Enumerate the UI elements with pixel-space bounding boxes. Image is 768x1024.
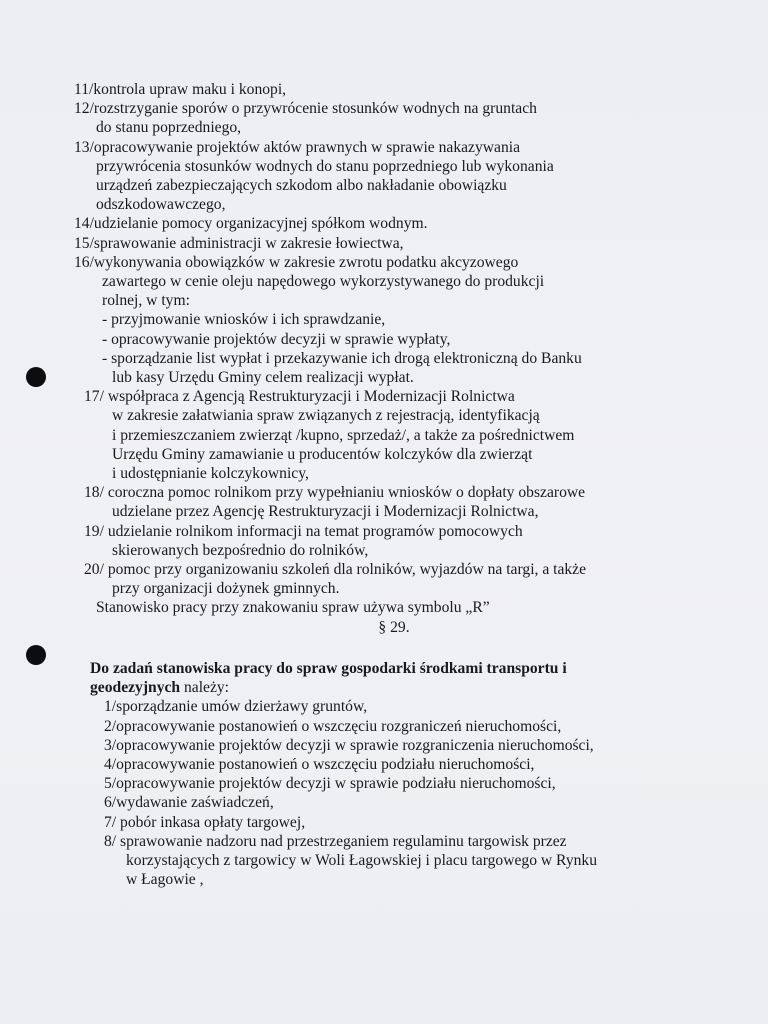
section-heading: Do zadań stanowiska pracy do spraw gospodarki środkami transportu i xyxy=(90,659,567,677)
text-line: 19/ udzielanie rolnikom informacji na temat programów pomocowych xyxy=(84,522,523,540)
text-line: 17/ współpraca z Agencją Restrukturyzacji i Modernizacji Rolnictwa xyxy=(84,388,515,406)
list-item: 5/opracowywanie projektów decyzji w sprawie podziału nieruchomości, xyxy=(104,775,556,793)
text-line: urządzeń zabezpieczających szkodom albo nakładanie obowiązku xyxy=(96,177,507,195)
bullet-line: - sporządzanie list wypłat i przekazywanie ich drogą elektroniczną do Banku xyxy=(102,349,582,367)
text-line: w zakresie załatwiania spraw związanych z rejestracją, identyfikacją xyxy=(112,407,540,425)
list-item: 8/ sprawowanie nadzoru nad przestrzeganiem regulaminu targowisk przez xyxy=(104,832,567,850)
list-item: 3/opracowywanie projektów decyzji w sprawie rozgraniczenia nieruchomości, xyxy=(104,736,594,754)
text-line: 16/wykonywania obowiązków w zakresie zwrotu podatku akcyzowego xyxy=(74,253,519,271)
list-item: 1/sporządzanie umów dzierżawy gruntów, xyxy=(104,698,368,716)
text-line: 12/rozstrzyganie sporów o przywrócenie stosunków wodnych na gruntach xyxy=(74,100,537,118)
section-transport-geodesy xyxy=(74,659,714,889)
heading-rest: należy: xyxy=(180,679,230,697)
text-line: 15/sprawowanie administracji w zakresie łowiectwa, xyxy=(74,234,404,252)
text-line: i przemieszczaniem zwierząt /kupno, sprzedaż/, a także za pośrednictwem xyxy=(112,426,575,444)
text-line: przywrócenia stosunków wodnych do stanu poprzedniego lub wykonania xyxy=(96,157,554,175)
text-line: rolnej, w tym: xyxy=(102,292,190,310)
punch-hole-bottom xyxy=(26,645,46,665)
text-line: skierowanych bezpośrednio do rolników, xyxy=(112,541,369,559)
punch-hole-top xyxy=(26,367,46,387)
list-item: 4/opracowywanie postanowień o wszczęciu podziału nieruchomości, xyxy=(104,755,535,773)
text-line: zawartego w cenie oleju napędowego wykorzystywanego do produkcji xyxy=(102,273,545,291)
text-line: 18/ coroczna pomoc rolnikom przy wypełnianiu wniosków o dopłaty obszarowe xyxy=(84,484,586,502)
text-line: lub kasy Urzędu Gminy celem realizacji wypłat. xyxy=(112,369,414,387)
text-line: 13/opracowywanie projektów aktów prawnych w sprawie nakazywania xyxy=(74,138,520,156)
text-line: do stanu poprzedniego, xyxy=(96,119,242,137)
bullet-line: - przyjmowanie wniosków i ich sprawdzanie, xyxy=(102,311,386,329)
text-line: 14/udzielanie pomocy organizacyjnej spółkom wodnym. xyxy=(74,215,428,233)
text-line: udzielane przez Agencję Restrukturyzacji i Modernizacji Rolnictwa, xyxy=(112,503,539,521)
list-item: 7/ pobór inkasa opłaty targowej, xyxy=(104,813,306,831)
text-line: 20/ pomoc przy organizowaniu szkoleń dla rolników, wyjazdów na targi, a także xyxy=(84,561,587,579)
text-line: i udostępnianie kolczykownicy, xyxy=(112,465,309,483)
list-item-continuation: korzystających z targowicy w Woli Łagowskiej i placu targowego w Rynku xyxy=(126,851,598,869)
list-item: 2/opracowywanie postanowień o wszczęciu rozgraniczeń nieruchomości, xyxy=(104,717,562,735)
text-line: 11/kontrola upraw maku i konopi, xyxy=(74,81,287,98)
symbol-note: Stanowisko pracy przy znakowaniu spraw używa symbolu „R” xyxy=(96,599,490,617)
list-item: 6/wydawanie zaświadczeń, xyxy=(104,794,274,812)
document-body xyxy=(74,80,714,889)
list-item-continuation: w Łagowie , xyxy=(126,871,204,889)
heading-bold-word: geodezyjnych xyxy=(90,679,181,697)
text-line: odszkodowawczego, xyxy=(96,196,226,214)
paragraph-number: § 29. xyxy=(378,618,410,636)
section-heading-continuation xyxy=(90,678,714,697)
text-line: Urzędu Gminy zamawianie u producentów kolczyków dla zwierząt xyxy=(112,445,533,463)
text-line: przy organizacji dożynek gminnych. xyxy=(112,580,340,598)
bullet-line: - opracowywanie projektów decyzji w sprawie wypłaty, xyxy=(102,330,451,348)
